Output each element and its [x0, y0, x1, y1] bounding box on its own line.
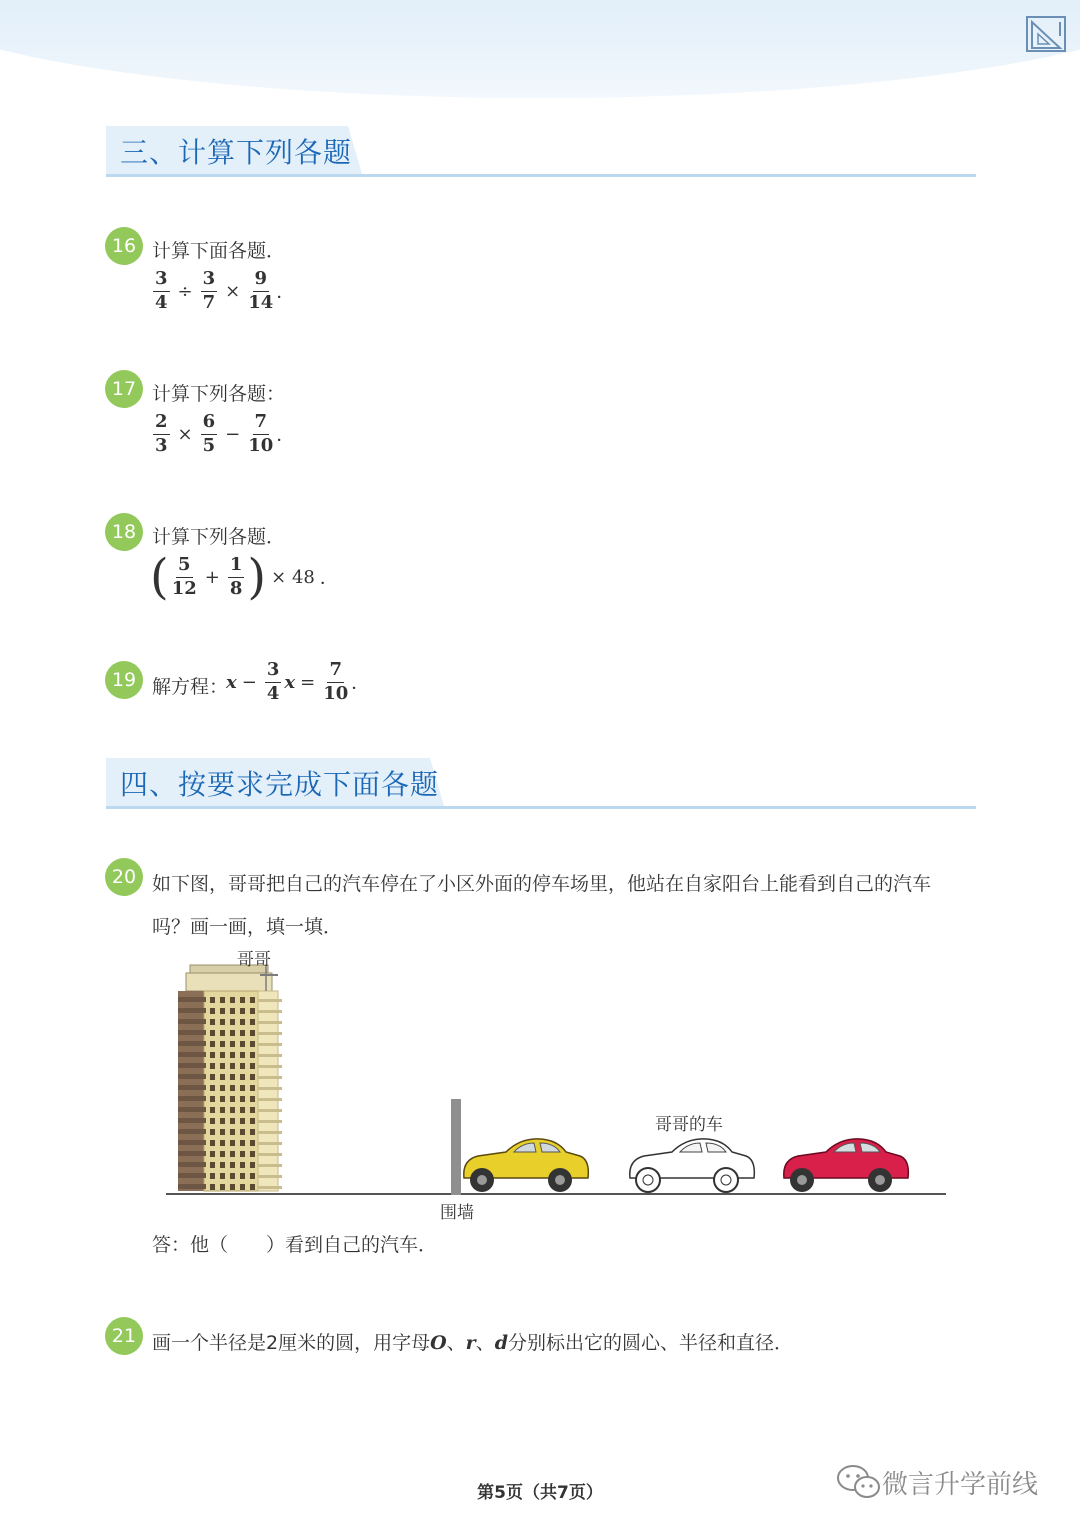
- building-window: [220, 1096, 225, 1102]
- building-ledge: [258, 1010, 282, 1013]
- period: ．: [276, 425, 295, 447]
- building-window: [230, 1074, 235, 1080]
- variable-x: x: [284, 671, 296, 693]
- building-window: [220, 1030, 225, 1036]
- building-window: [220, 1162, 225, 1168]
- building-window: [230, 1151, 235, 1157]
- period: ．: [319, 568, 338, 589]
- building-window: [210, 1008, 215, 1014]
- building-balcony: [178, 1184, 206, 1189]
- fraction: $\frac{6}{5}$: [202, 411, 216, 456]
- building-window: [230, 1019, 235, 1025]
- parking-scene-figure: [160, 945, 960, 1225]
- building-window: [250, 1107, 255, 1113]
- building-ledge: [258, 1076, 282, 1079]
- question-19-text: 解方程：: [152, 676, 229, 698]
- building-window: [230, 1085, 235, 1091]
- separator: 、: [446, 1332, 466, 1354]
- building-window: [240, 1019, 245, 1025]
- building-window: [220, 1107, 225, 1113]
- building-balcony: [178, 1041, 206, 1046]
- period: ．: [276, 282, 295, 304]
- letter-d: d: [494, 1332, 508, 1354]
- building-window: [250, 1184, 255, 1190]
- building-ledge: [258, 1142, 282, 1145]
- building-window: [220, 1041, 225, 1047]
- question-18-text: 计算下列各题．: [152, 526, 286, 548]
- brother-car-label: 哥哥的车: [655, 1115, 723, 1135]
- building-window: [210, 1129, 215, 1135]
- building-balcony: [178, 997, 206, 1002]
- building-window: [230, 1107, 235, 1113]
- parking-scene-illustration: [160, 945, 960, 1225]
- building-window: [230, 1096, 235, 1102]
- building-balcony: [178, 1008, 206, 1013]
- building-ledge: [258, 1032, 282, 1035]
- question-21-text: [152, 1328, 793, 1355]
- building-window: [210, 1162, 215, 1168]
- building-window: [220, 1129, 225, 1135]
- fraction: $\frac{3}{4}$: [155, 268, 168, 313]
- building-window: [210, 997, 215, 1003]
- building-balcony: [178, 1129, 206, 1134]
- building-window: [240, 1030, 245, 1036]
- building-ledge: [258, 1164, 282, 1167]
- red-car: [784, 1139, 909, 1192]
- building-balcony: [178, 1030, 206, 1035]
- building-balcony: [178, 1173, 206, 1178]
- building-balcony: [178, 1140, 206, 1145]
- building-balcony: [178, 1063, 206, 1068]
- building-window: [220, 1063, 225, 1069]
- building-balcony: [178, 1019, 206, 1024]
- building-window: [240, 1052, 245, 1058]
- building-balcony: [178, 1074, 206, 1079]
- right-paren: ): [247, 549, 267, 605]
- fraction: $\frac{3}{4}$: [266, 659, 280, 704]
- question-18-expression: [150, 549, 338, 605]
- building-ledge: [258, 1120, 282, 1123]
- building-ledge: [258, 1098, 282, 1101]
- question-19-expression: [226, 661, 369, 704]
- building-window: [240, 1184, 245, 1190]
- building-window: [240, 1118, 245, 1124]
- building-window: [220, 1052, 225, 1058]
- building-window: [240, 1151, 245, 1157]
- building-window: [220, 1184, 225, 1190]
- building-window: [240, 1008, 245, 1014]
- building-window: [230, 1129, 235, 1135]
- building-window: [230, 1063, 235, 1069]
- watermark-text: 微言升学前线: [882, 1469, 1039, 1500]
- building-window: [250, 1173, 255, 1179]
- building-window: [210, 1096, 215, 1102]
- period: ．: [351, 673, 370, 695]
- operator: +: [204, 566, 220, 588]
- building-ledge: [258, 1054, 282, 1057]
- building-window: [240, 1107, 245, 1113]
- building-window: [220, 1118, 225, 1124]
- building-window: [250, 1118, 255, 1124]
- building-window: [250, 1063, 255, 1069]
- building-window: [230, 1184, 235, 1190]
- question-20-answer: 答：他（ ）看到自己的汽车．: [152, 1234, 438, 1256]
- building-balcony: [178, 1162, 206, 1167]
- question-17-number: 17: [105, 370, 143, 408]
- building-window: [210, 1118, 215, 1124]
- page-number: 第5页（共7页）: [477, 1483, 603, 1503]
- building-ledge: [258, 1131, 282, 1134]
- building-window: [240, 1074, 245, 1080]
- question-20-number: 20: [105, 858, 143, 896]
- question-16-number: 16: [105, 227, 143, 265]
- building-window: [210, 1019, 215, 1025]
- building-window: [230, 1140, 235, 1146]
- ruler-triangle-logo-icon: [1024, 14, 1068, 54]
- building-window: [210, 1063, 215, 1069]
- wall: [451, 1099, 461, 1195]
- left-paren: (: [150, 549, 169, 605]
- building-window: [210, 1107, 215, 1113]
- building-ledge: [258, 1153, 282, 1156]
- building-ledge: [258, 1087, 282, 1090]
- wall-label: 围墙: [440, 1203, 474, 1223]
- building-window: [240, 1041, 245, 1047]
- building-window: [210, 1140, 215, 1146]
- letter-r: r: [465, 1332, 476, 1354]
- header-banner: [0, 0, 1080, 98]
- building-window: [220, 1085, 225, 1091]
- building-window: [210, 1085, 215, 1091]
- section-4-header: [106, 758, 976, 810]
- building-window: [250, 1151, 255, 1157]
- building-window: [250, 997, 255, 1003]
- q21-text-b: 分别标出它的圆心、半径和直径．: [508, 1332, 794, 1354]
- building-window: [230, 1162, 235, 1168]
- operator: −: [241, 671, 257, 693]
- question-21-number: 21: [105, 1317, 143, 1355]
- building-window: [210, 1184, 215, 1190]
- section-3-title: 三、计算下列各题: [120, 136, 353, 169]
- fraction: $\frac{5}{12}$: [171, 553, 197, 599]
- building-window: [250, 1074, 255, 1080]
- fraction: $\frac{3}{7}$: [202, 268, 216, 313]
- watermark: [836, 1462, 1038, 1502]
- building-window: [240, 1129, 245, 1135]
- building-window: [230, 1008, 235, 1014]
- fraction: $\frac{9}{14}$: [248, 268, 274, 313]
- building-ledge: [258, 999, 282, 1002]
- letter-o: O: [430, 1332, 447, 1354]
- building-window: [250, 1140, 255, 1146]
- fraction: $\frac{1}{8}$: [229, 553, 243, 599]
- building-window: [250, 1085, 255, 1091]
- operator: ×: [225, 280, 241, 302]
- wechat-icon: [836, 1462, 882, 1502]
- question-20-text-line2: 吗？画一画，填一填．: [152, 916, 343, 938]
- operator: −: [225, 423, 241, 445]
- building-window: [220, 1019, 225, 1025]
- variable-x: x: [226, 671, 237, 693]
- white-car: [630, 1139, 755, 1192]
- building-ledge: [258, 1043, 282, 1046]
- building-window: [250, 1052, 255, 1058]
- question-16-expression: [150, 270, 294, 313]
- yellow-car: [464, 1139, 589, 1192]
- building-window: [230, 1052, 235, 1058]
- building-window: [250, 1129, 255, 1135]
- building-balcony: [178, 1085, 206, 1090]
- building-window: [210, 1173, 215, 1179]
- building-window: [220, 1151, 225, 1157]
- building-window: [250, 1162, 255, 1168]
- question-17-text: 计算下列各题：: [152, 383, 286, 405]
- building-window: [220, 1008, 225, 1014]
- building-window: [210, 1030, 215, 1036]
- building-window: [220, 1074, 225, 1080]
- building-window: [220, 997, 225, 1003]
- building-ledge: [258, 1175, 282, 1178]
- building-window: [210, 1151, 215, 1157]
- building-window: [240, 1063, 245, 1069]
- building-window: [220, 1173, 225, 1179]
- fraction: $\frac{2}{3}$: [155, 411, 168, 456]
- building-balcony: [178, 1118, 206, 1123]
- building-window: [230, 1173, 235, 1179]
- operator: =: [300, 671, 316, 693]
- building-balcony: [178, 1107, 206, 1112]
- building-window: [250, 1041, 255, 1047]
- building-ledge: [258, 1186, 282, 1189]
- building-window: [240, 1173, 245, 1179]
- operator: ×: [177, 423, 193, 445]
- operator: ÷: [177, 280, 193, 302]
- building-window: [230, 1041, 235, 1047]
- building-ledge: [258, 1021, 282, 1024]
- building-window: [250, 1019, 255, 1025]
- question-20-text-line1: 如下图，哥哥把自己的汽车停在了小区外面的停车场里，他站在自家阳台上能看到自己的汽车: [152, 873, 932, 895]
- building-ledge: [258, 1065, 282, 1068]
- building-window: [230, 997, 235, 1003]
- question-17-expression: [150, 413, 294, 456]
- building-window: [210, 1052, 215, 1058]
- question-16-text: 计算下面各题．: [152, 240, 286, 262]
- building-balcony: [178, 1151, 206, 1156]
- q21-text-a: 画一个半径是2厘米的圆，用字母: [152, 1332, 431, 1354]
- separator: 、: [475, 1332, 495, 1354]
- building-window: [250, 1030, 255, 1036]
- building-window: [210, 1074, 215, 1080]
- section-3-header: [106, 126, 976, 178]
- building-window: [240, 1162, 245, 1168]
- question-19-number: 19: [105, 661, 143, 699]
- building-window: [220, 1140, 225, 1146]
- building-window: [240, 997, 245, 1003]
- building-window: [240, 1085, 245, 1091]
- brother-label: 哥哥: [237, 950, 271, 970]
- building-window: [250, 1096, 255, 1102]
- building-ledge: [258, 1109, 282, 1112]
- question-18-number: 18: [105, 513, 143, 551]
- building-window: [250, 1008, 255, 1014]
- building-window: [230, 1030, 235, 1036]
- building-balcony: [178, 1052, 206, 1057]
- fraction: $\frac{7}{10}$: [323, 659, 349, 704]
- building-window: [210, 1041, 215, 1047]
- fraction: $\frac{7}{10}$: [248, 411, 274, 456]
- section-4-title: 四、按要求完成下面各题: [120, 768, 440, 801]
- building-window: [240, 1140, 245, 1146]
- building-window: [230, 1118, 235, 1124]
- operator: × 48: [271, 566, 315, 588]
- apartment-building: [178, 965, 282, 1191]
- building-window: [240, 1096, 245, 1102]
- building-balcony: [178, 1096, 206, 1101]
